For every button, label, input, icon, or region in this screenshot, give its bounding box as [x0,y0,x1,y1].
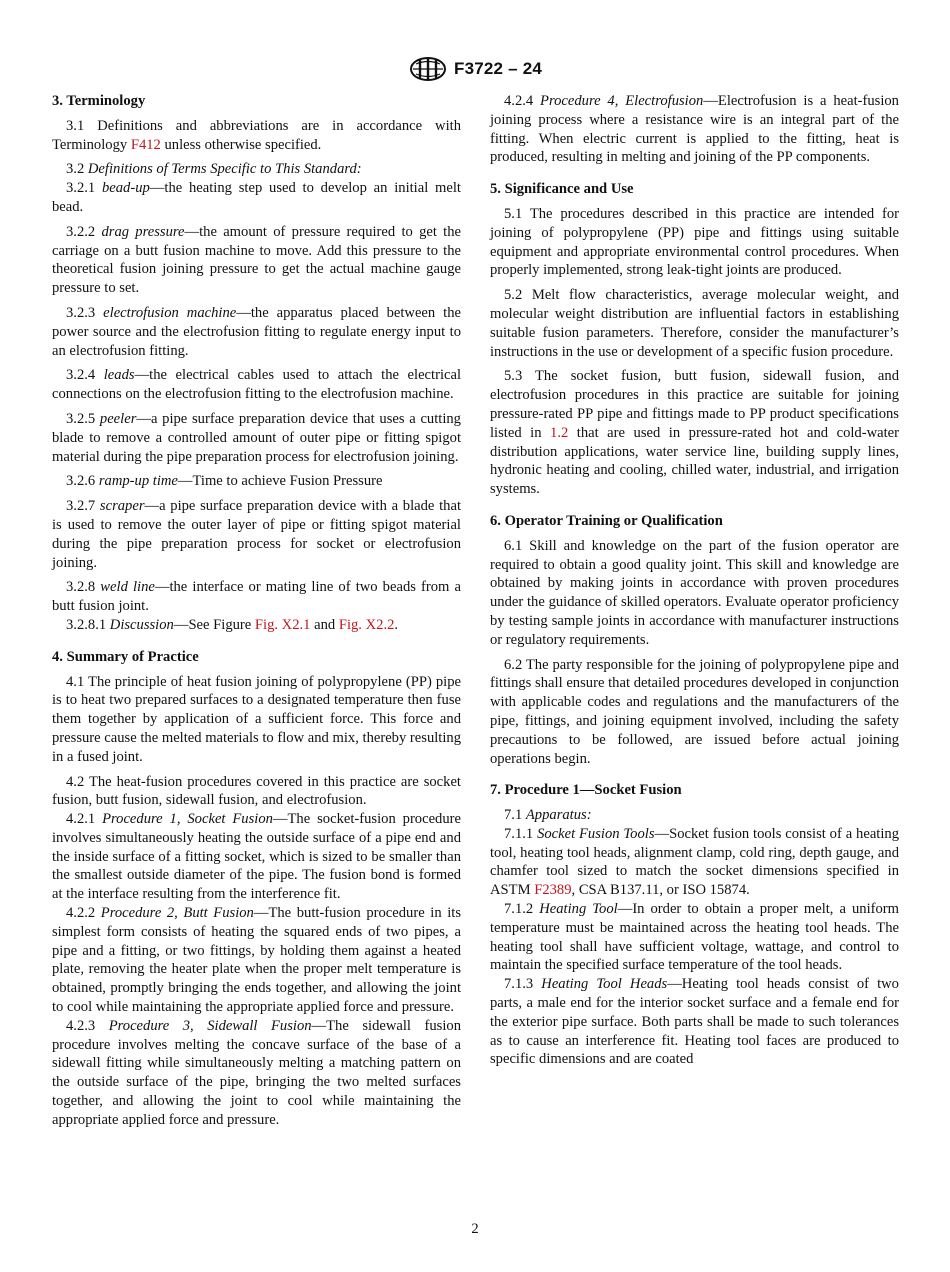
paragraph-5-1: 5.1 The procedures described in this practice are intended for joining of polypropylene (PP) pipe and fittings using suitable equipment and appropriate environmental control procedures. When properly implemented, strong leak-tight joints are produced. [490,205,899,279]
paragraph-4-2: 4.2 The heat-fusion procedures covered in this practice are socket fusion, butt fusion, sidewall fusion, and electrofusion. [52,773,461,809]
right-column [490,92,899,1069]
paragraph-3-2-8: 3.2.8 weld line—the interface or mating line of two beads from a butt fusion joint. [52,579,461,615]
paragraph-3-2-7: 3.2.7 scraper—a pipe surface preparation device with a blade that is used to remove the outer layer of pipe or fitting spigot material during the pipe preparation process for socket or electrofusion joining. [52,498,461,571]
paragraph-4-2-3: 4.2.3 Procedure 3, Sidewall Fusion—The sidewall fusion procedure involves melting the concave surface of the base of a sidewall fitting while simultaneously melting a matching pattern on the outside surface of the pipe, bringing the two melted surfaces together, and allowing the joint to cool while maintaining the appropriate applied force and pressure. [52,1017,461,1128]
astm-logo-icon [408,56,448,82]
page-header [0,56,950,87]
left-column [52,92,461,1130]
paragraph-3-1: 3.1 Definitions and abbreviations are in accordance with Terminology F412 unless otherwise specified. [52,117,461,153]
paragraph-6-1: 6.1 Skill and knowledge on the part of the fusion operator are required to obtain a good quality joint. This skill and knowledge are obtained by making joints in accordance with proven procedures under the guidance of skilled operators. Evaluate operator proficiency by testing sample joints in accordance with manufacturer instructions or regulatory requirements. [490,537,899,648]
paragraph-3-2-8-1: 3.2.8.1 Discussion—See Figure Fig. X2.1 and Fig. X2.2. [66,616,399,633]
paragraph-3-2-3: 3.2.3 electrofusion machine—the apparatus placed between the power source and the electrofusion fitting to regulate energy input to an electrofusion fitting. [52,304,462,359]
paragraph-7-1-2: 7.1.2 Heating Tool—In order to obtain a proper melt, a uniform temperature must be maintained across the heating tool heads. The heating tool shall have sufficient voltage, wattage, and control to maintain the specified surface temperature of the tool heads. [490,901,900,974]
paragraph-4-1: 4.1 The principle of heat fusion joining of polypropylene (PP) pipe is to heat two prepared surfaces to a designated temperature then fuse them together by application of a sufficient force. This force and pressure cause the melted materials to flow and mix, thereby resulting in a fused joint. [52,673,461,765]
paragraph-4-2-4: 4.2.4 Procedure 4, Electrofusion—Electrofusion is a heat-fusion joining process where a resistance wire is an integral part of the fitting. When electric current is applied to the fitting, heat is produced, resulting in melting and joining of the PP components. [490,93,899,166]
paragraph-3-2-2: 3.2.2 drag pressure—the amount of pressure required to get the carriage on a butt fusion machine to move. Add this pressure to the theoretical fusion joining pressure to get the actual machine gauge pressure to set. [52,223,461,297]
section-heading-training: 6. Operator Training or Qualification [490,512,723,529]
paragraph-5-3: 5.3 The socket fusion, butt fusion, sidewall fusion, and electrofusion procedures in this practice are suitable for joining pressure-rated PP pipe and fittings made to PP product specifications listed in 1.2 that are used in pressure-rated hot and cold-water distribution applications, water service line, building supply lines, hydronic heating and cooling, chilled water, industrial, and irrigation systems. [490,368,899,498]
paragraph-5-2: 5.2 Melt flow characteristics, average molecular weight, and molecular weight distribution are influential factors in establishing suitable fusion parameters. Therefore, consider the manufacturer’s instructions in the use or development of a specific fusion procedure. [490,287,899,360]
paragraph-7-1-1: 7.1.1 Socket Fusion Tools—Socket fusion tools consist of a heating tool, heating tool heads, alignment clamp, cold ring, depth gauge, and chamfer tool sized to match the socket dimensions specified in ASTM F2389, CSA B137.11, or ISO 15874. [490,825,899,899]
paragraph-7-1-3: 7.1.3 Heating Tool Heads—Heating tool heads consist of two parts, a male end for the interior socket surface and a female end for the exterior pipe surface. Both parts shall be made to such tolerances as to cause an interference fit. Heating tool faces are produced to specific dimensions and are coated [490,976,899,1068]
section-heading-significance: 5. Significance and Use [490,181,634,198]
paragraph-3-2: 3.2 Definitions of Terms Specific to This Standard: [66,161,362,178]
link-f2389[interactable]: F2389 [534,882,572,899]
paragraph-3-2-4: 3.2.4 leads—the electrical cables used to attach the electrical connections on the electrofusion fitting to the electrofusion machine. [52,367,462,403]
section-heading-terminology: 3. Terminology [52,93,146,109]
document-id: F3722 – 24 [453,59,542,78]
paragraph-7-1: 7.1 Apparatus: [504,807,592,824]
paragraph-6-2: 6.2 The party responsible for the joining of polypropylene pipe and fittings shall ensure that detailed procedures developed in conjunction with applicable codes and regulations and the manufacturers of the pipe, fittings, and joining equipment involved, including the safety precautions to be followed, are issued before actual joining operations begin. [490,656,899,767]
paragraph-3-2-5: 3.2.5 peeler—a pipe surface preparation device that uses a cutting blade to remove a controlled amount of outer pipe or fitting spigot material during the pipe preparation process for electrofusion joining. [52,410,461,465]
section-heading-summary: 4. Summary of Practice [52,648,199,665]
link-f412[interactable]: F412 [130,136,161,153]
paragraph-4-2-2: 4.2.2 Procedure 2, Butt Fusion—The butt-fusion procedure in its simplest form consists of heating the squared ends of two pipes, a pipe and a fitting, or two fittings, by holding them against a heated plate, removing the heater plate when the proper melt temperature is obtained, promptly bringing the ends together, and allowing the joint to cool while maintaining the appropriate applied force and pressure. [52,905,462,1016]
paragraph-3-2-6: 3.2.6 ramp-up time—Time to achieve Fusion Pressure [66,473,383,490]
link-fig-x2-1[interactable]: Fig. X2.1 [254,616,311,633]
section-heading-procedure-1: 7. Procedure 1—Socket Fusion [490,782,682,799]
page-number: 2 [471,1221,479,1237]
paragraph-4-2-1: 4.2.1 Procedure 1, Socket Fusion—The socket-fusion procedure involves simultaneously heating the outside surface of a pipe end and the inside surface of a fitting socket, which is sized to be smaller than the smallest outside diameter of the pipe. The fusion bond is formed at the interface resulting from the interference fit. [52,811,461,903]
paragraph-3-2-1: 3.2.1 bead-up—the heating step used to develop an initial melt bead. [52,180,461,215]
link-1-2[interactable]: 1.2 [550,424,569,441]
link-fig-x2-2[interactable]: Fig. X2.2 [338,616,395,633]
